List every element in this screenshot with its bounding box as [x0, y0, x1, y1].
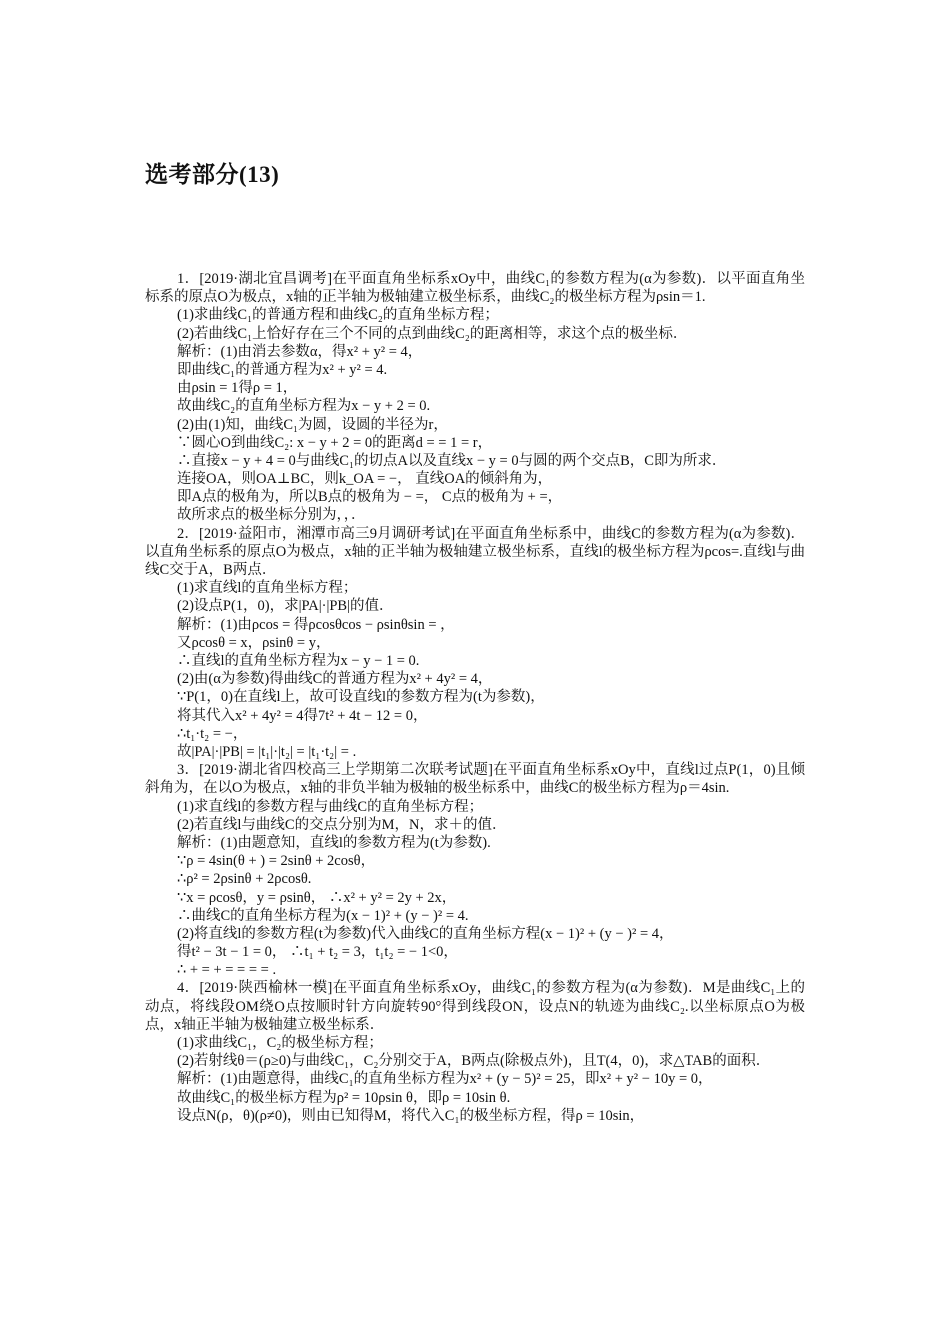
text-line: ∴直线l的直角坐标方程为x − y − 1 = 0. — [177, 653, 420, 670]
text-line: 故曲线C₂的直角坐标方程为x − y + 2 = 0. — [177, 398, 431, 415]
text-line: 将其代入x² + 4y² = 4得7t² + 4t − 12 = 0， — [177, 707, 428, 724]
text-line: 得t² − 3t − 1 = 0， ∴t₁ + t₂ = 3，t₁t₂ = − 1<0， — [177, 944, 458, 961]
text-line: 2．[2019·益阳市，湘潭市高三9月调研考试]在平面直角坐标系中，曲线C的参数方程为(α为参数)．以直角坐标系的原点O为极点，x轴的正半轴为极轴建立极坐标系，直线l的极坐标方程为ρcos=.直线l与曲线C交于A，B两点． — [145, 525, 805, 579]
text-line: (2)若曲线C₁上恰好存在三个不同的点到曲线C₂的距离相等，求这个点的极坐标． — [177, 325, 688, 342]
text-line: 解析：(1)由消去参数α，得x² + y² = 4， — [177, 343, 423, 360]
text-line: 由ρsin = 1得ρ = 1， — [177, 380, 298, 397]
text-line: 设点N(ρ，θ)(ρ≠0)，则由已知得M，将代入C₁的极坐标方程，得ρ = 10sin， — [177, 1107, 645, 1124]
text-line: (2)由(1)知，曲线C₁为圆，设圆的半径为r， — [177, 416, 448, 433]
text-line: (2)若直线l与曲线C的交点分别为M，N，求＋的值． — [177, 816, 507, 833]
document-body — [145, 270, 805, 1125]
text-line: 4．[2019·陕西榆林一模]在平面直角坐标系xOy，曲线C₁的参数方程为(α为参数)．M是曲线C₁上的动点，将线段OM绕O点按顺时针方向旋转90°得到线段ON，设点N的轨迹为曲线C₂.以坐标原点O为极点，x轴正半轴为极轴建立极坐标系． — [145, 980, 805, 1033]
text-line: ∴曲线C的直角坐标方程为(x − 1)² + (y − )² = 4. — [177, 907, 469, 924]
text-line: 又ρcosθ = x，ρsinθ = y， — [177, 634, 331, 651]
text-line: ∴t₁·t₂ = −， — [177, 725, 248, 742]
text-line: (2)由(α为参数)得曲线C的普通方程为x² + 4y² = 4， — [177, 671, 493, 688]
text-line: 1．[2019·湖北宜昌调考]在平面直角坐标系xOy中，曲线C₁的参数方程为(α为参数)．以平面直角坐标系的原点O为极点，x轴的正半轴为极轴建立极坐标系，曲线C₂的极坐标方程为ρsin＝1. — [145, 271, 805, 306]
text-line: (2)设点P(1，0)，求|PA|·|PB|的值． — [177, 598, 394, 615]
text-line: 故曲线C₁的极坐标方程为ρ² = 10ρsin θ，即ρ = 10sin θ. — [177, 1089, 511, 1106]
text-line: ∵x = ρcosθ，y = ρsinθ， ∴x² + y² = 2y + 2x， — [177, 889, 457, 906]
text-line: 连接OA，则OA⊥BC，则k_OA = −， 直线OA的倾斜角为， — [177, 471, 553, 488]
text-line: (1)求曲线C₁的普通方程和曲线C₂的直角坐标方程； — [177, 307, 499, 324]
text-line: 故所求点的极坐标分别为，，． — [177, 507, 366, 524]
text-line: 3．[2019·湖北省四校高三上学期第二次联考试题]在平面直角坐标系xOy中，直线l过点P(1，0)且倾斜角为，在以O为极点，x轴的非负半轴为极轴的极坐标系中，曲线C的极坐标方程为ρ＝4sin. — [145, 762, 805, 797]
text-line: 即曲线C₁的普通方程为x² + y² = 4. — [177, 361, 388, 378]
text-line: ∵ρ = 4sin(θ + ) = 2sinθ + 2cosθ， — [177, 853, 376, 870]
text-line: 解析：(1)由题意得，曲线C₁的直角坐标方程为x² + (y − 5)² = 25，即x² + y² − 10y = 0， — [177, 1071, 713, 1088]
text-line: 解析：(1)由ρcos = 得ρcosθcos − ρsinθsin = ， — [177, 616, 455, 633]
text-line: (1)求直线l的直角坐标方程； — [177, 580, 358, 597]
text-line: (1)求直线l的参数方程与曲线C的直角坐标方程； — [177, 798, 484, 815]
text-line: (2)若射线θ＝(ρ≥0)与曲线C₁，C₂分别交于A，B两点(除极点外)，且T(4，0)，求△TAB的面积． — [177, 1053, 771, 1070]
text-line: ∵圆心O到曲线C₂: x − y + 2 = 0的距离d = = 1 = r， — [177, 434, 493, 451]
text-line: ∵P(1，0)在直线l上，故可设直线l的参数方程为(t为参数)， — [177, 689, 545, 706]
text-line: 即A点的极角为，所以B点的极角为 − =， C点的极角为 + =， — [177, 489, 563, 506]
text-line: 故|PA|·|PB| = |t₁|·|t₂| = |t₁·t₂| = . — [177, 743, 357, 760]
page-title: 选考部分(13) — [145, 162, 280, 187]
text-line: 解析：(1)由题意知，直线l的参数方程为(t为参数). — [177, 834, 491, 851]
text-line: (2)将直线l的参数方程(t为参数)代入曲线C的直角坐标方程(x − 1)² + (y − )² = 4， — [177, 925, 674, 942]
text-line: ∴ρ² = 2ρsinθ + 2ρcosθ. — [177, 871, 312, 888]
text-line: (1)求曲线C₁，C₂的极坐标方程； — [177, 1035, 383, 1052]
text-line: ∴直接x − y + 4 = 0与曲线C₁的切点A以及直线x − y = 0与圆的两个交点B，C即为所求． — [177, 452, 727, 469]
text-line: ∴ + = + = = = = . — [177, 962, 277, 979]
